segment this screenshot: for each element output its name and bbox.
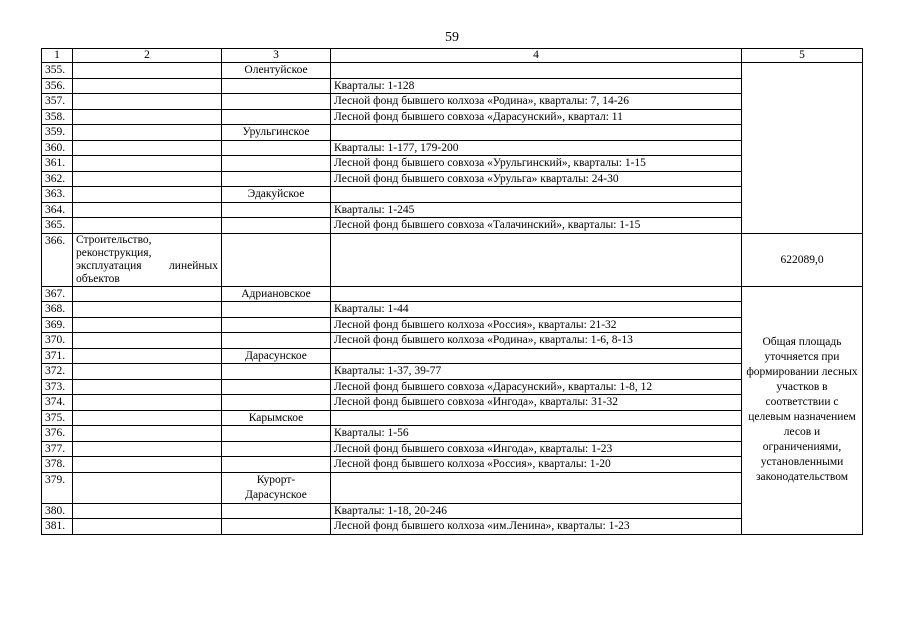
area-value: 622089,0 [742,233,863,286]
table-row [42,379,863,395]
purpose-cell [73,379,222,395]
table-row [42,171,863,187]
quarters-cell [331,410,742,426]
table-row [42,286,863,302]
column-header: 2 [73,49,222,63]
district-cell [222,302,331,318]
row-number: 365. [42,218,73,234]
quarters-cell: Лесной фонд бывшего совхоза «Урульга» кварталы: 24-30 [331,171,742,187]
purpose-cell [73,441,222,457]
row-number: 373. [42,379,73,395]
purpose-cell [73,348,222,364]
purpose-cell [73,156,222,172]
district-cell [222,426,331,442]
table-row [42,109,863,125]
district-cell [222,379,331,395]
row-number: 357. [42,94,73,110]
purpose-cell [73,171,222,187]
quarters-cell [331,286,742,302]
district-cell [222,457,331,473]
quarters-cell: Кварталы: 1-37, 39-77 [331,364,742,380]
table-row [42,78,863,94]
quarters-cell [331,63,742,79]
table-row [42,364,863,380]
quarters-cell: Лесной фонд бывшего совхоза «Ингода», кварталы: 1-23 [331,441,742,457]
quarters-cell: Лесной фонд бывшего колхоза «им.Ленина», кварталы: 1-23 [331,519,742,535]
row-number: 379. [42,472,73,503]
purpose-cell [73,395,222,411]
row-number: 371. [42,348,73,364]
table-row [42,503,863,519]
row-number: 380. [42,503,73,519]
table-row [42,187,863,203]
quarters-cell: Лесной фонд бывшего совхоза «Дарасунский», квартал: 11 [331,109,742,125]
table-row [42,202,863,218]
quarters-cell: Лесной фонд бывшего совхоза «Урульгинский», кварталы: 1-15 [331,156,742,172]
district-cell [222,140,331,156]
row-number: 355. [42,63,73,79]
row-number: 374. [42,395,73,411]
quarters-cell: Кварталы: 1-18, 20-246 [331,503,742,519]
district-cell: Эдакуйское [222,187,331,203]
district-cell [222,202,331,218]
table-row [42,333,863,349]
row-number: 360. [42,140,73,156]
quarters-cell: Кварталы: 1-177, 179-200 [331,140,742,156]
district-cell [222,171,331,187]
district-cell [222,233,331,286]
table-row [42,395,863,411]
purpose-cell [73,302,222,318]
row-number: 377. [42,441,73,457]
district-cell [222,503,331,519]
forest-plan-table [41,48,863,535]
district-cell [222,94,331,110]
table-row [42,317,863,333]
row-number: 381. [42,519,73,535]
area-cell [742,63,863,234]
area-note: Общая площадь уточняется при формировании лесных участков в соответствии с целевым назначением лесов и ограничениями, установленными законодательством [742,286,863,534]
quarters-cell: Лесной фонд бывшего совхоза «Дарасунский», кварталы: 1-8, 12 [331,379,742,395]
table-row [42,140,863,156]
row-number: 359. [42,125,73,141]
table-row [42,94,863,110]
district-cell [222,395,331,411]
table-row [42,410,863,426]
district-cell [222,218,331,234]
table-header-row [42,49,863,63]
column-header: 4 [331,49,742,63]
purpose-cell [73,63,222,79]
district-cell: Курорт- Дарасунское [222,472,331,503]
quarters-cell: Лесной фонд бывшего совхоза «Талачинский», кварталы: 1-15 [331,218,742,234]
purpose-cell [73,410,222,426]
column-header: 1 [42,49,73,63]
row-number: 375. [42,410,73,426]
quarters-cell: Лесной фонд бывшего колхоза «Россия», кварталы: 21-32 [331,317,742,333]
district-cell [222,364,331,380]
row-number: 366. [42,233,73,286]
purpose-cell [73,78,222,94]
row-number: 363. [42,187,73,203]
row-number: 369. [42,317,73,333]
purpose-cell [73,426,222,442]
table-row [42,519,863,535]
quarters-cell [331,348,742,364]
purpose-cell [73,457,222,473]
page-number: 59 [445,30,459,45]
purpose-cell [73,140,222,156]
row-number: 368. [42,302,73,318]
purpose-cell [73,187,222,203]
purpose-cell [73,472,222,503]
purpose-cell [73,109,222,125]
row-number: 364. [42,202,73,218]
quarters-cell: Лесной фонд бывшего колхоза «Родина», кварталы: 1-6, 8-13 [331,333,742,349]
quarters-cell: Лесной фонд бывшего колхоза «Родина», кварталы: 7, 14-26 [331,94,742,110]
district-cell [222,519,331,535]
table-row [42,125,863,141]
district-cell: Олентуйское [222,63,331,79]
purpose-cell [73,202,222,218]
district-cell [222,333,331,349]
district-cell [222,317,331,333]
quarters-cell: Кварталы: 1-56 [331,426,742,442]
table-row [42,218,863,234]
purpose-cell [73,218,222,234]
table-row [42,457,863,473]
row-number: 370. [42,333,73,349]
row-number: 358. [42,109,73,125]
purpose-cell [73,286,222,302]
quarters-cell: Лесной фонд бывшего колхоза «Россия», кварталы: 1-20 [331,457,742,473]
table-row [42,472,863,503]
quarters-cell: Лесной фонд бывшего совхоза «Ингода», кварталы: 31-32 [331,395,742,411]
purpose-cell [73,333,222,349]
district-cell [222,78,331,94]
district-cell: Урульгинское [222,125,331,141]
quarters-cell: Кварталы: 1-128 [331,78,742,94]
purpose-cell [73,364,222,380]
district-cell [222,156,331,172]
row-number: 378. [42,457,73,473]
purpose-cell [73,317,222,333]
table-row [42,348,863,364]
row-number: 356. [42,78,73,94]
district-cell [222,109,331,125]
district-cell: Карымское [222,410,331,426]
row-number: 376. [42,426,73,442]
district-cell: Адриановское [222,286,331,302]
row-number: 361. [42,156,73,172]
quarters-cell [331,472,742,503]
row-number: 362. [42,171,73,187]
row-number: 367. [42,286,73,302]
purpose-cell [73,503,222,519]
table-row [42,156,863,172]
table-row-purpose [42,233,863,286]
quarters-cell [331,233,742,286]
purpose-cell [73,94,222,110]
quarters-cell [331,125,742,141]
district-cell [222,441,331,457]
purpose-cell [73,519,222,535]
table-row [42,426,863,442]
column-header: 3 [222,49,331,63]
table-row [42,63,863,79]
column-header: 5 [742,49,863,63]
purpose-cell [73,125,222,141]
quarters-cell: Кварталы: 1-44 [331,302,742,318]
district-cell: Дарасунское [222,348,331,364]
quarters-cell: Кварталы: 1-245 [331,202,742,218]
row-number: 372. [42,364,73,380]
quarters-cell [331,187,742,203]
purpose-cell: Строительство, реконструкция, эксплуатация линейных объектов [73,233,222,286]
table-row [42,302,863,318]
table-row [42,441,863,457]
